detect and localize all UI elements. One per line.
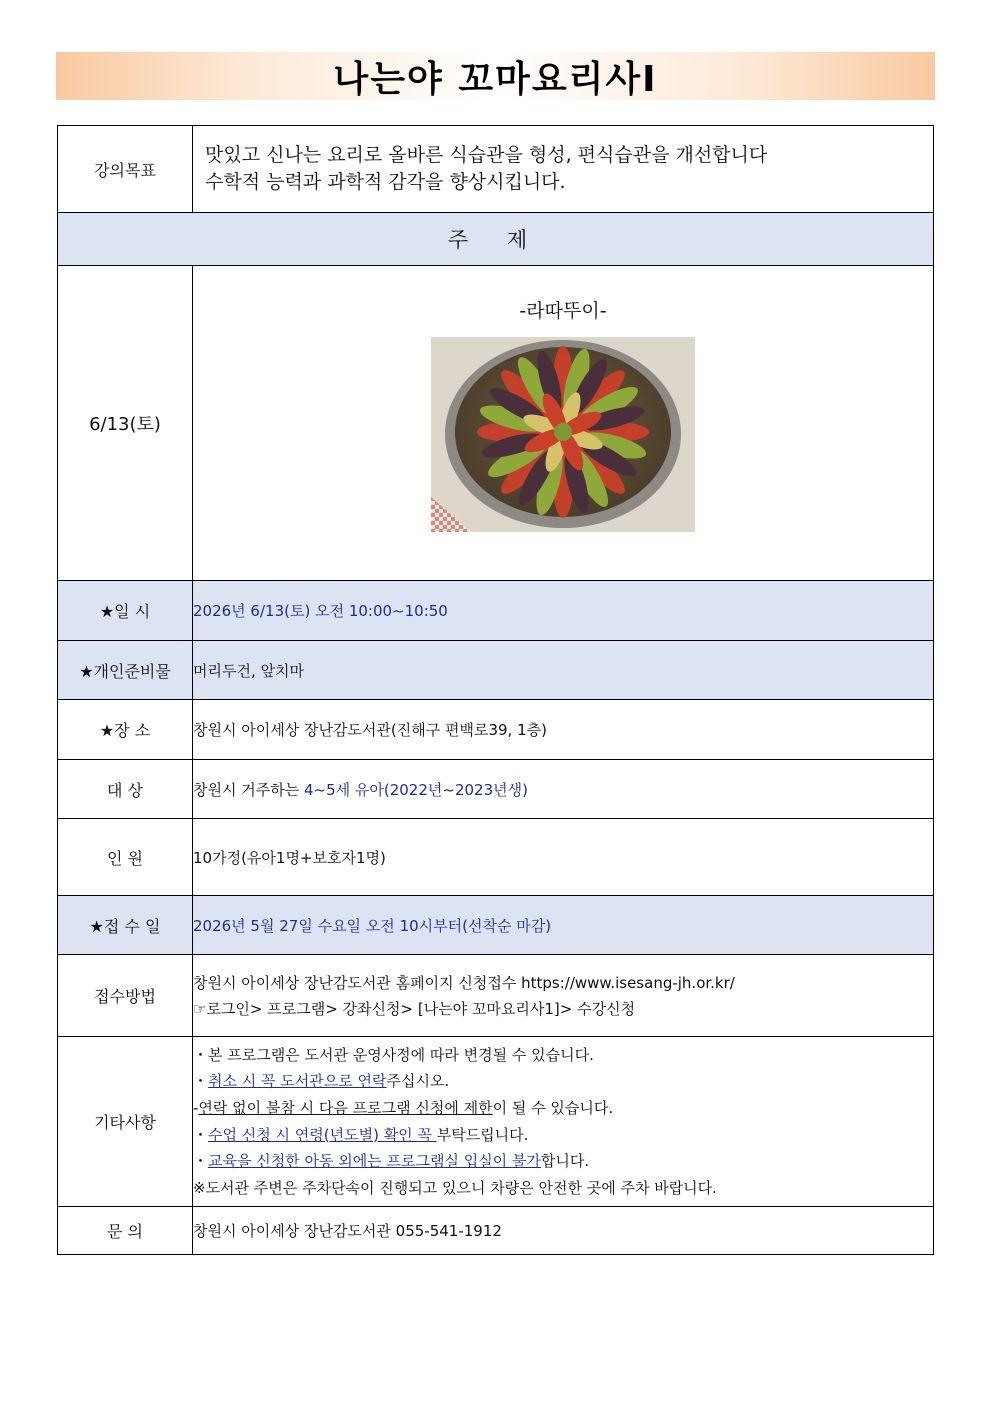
note-2-bullet: ・ — [193, 1072, 209, 1091]
target-label: 대 상 — [58, 760, 193, 819]
note-2-rest: 주십시오. — [386, 1072, 450, 1091]
notes-value — [193, 1037, 934, 1207]
note-3 — [193, 1095, 933, 1122]
method-row — [58, 955, 934, 1037]
subject-heading-row — [58, 213, 934, 266]
note-3-underlined: 연락 없이 불참 시 다음 프로그램 신청에 제한 — [198, 1098, 493, 1117]
note-4-highlight: 수업 신청 시 연령(년도별) 확인 꼭 — [208, 1125, 437, 1144]
program-info-table — [57, 125, 934, 1255]
note-3-prefix: - — [193, 1098, 199, 1117]
place-value: 창원시 아이세상 장난감도서관(진해구 편백로39, 1층) — [193, 700, 934, 760]
contact-label: 문 의 — [58, 1207, 193, 1255]
method-label: 접수방법 — [58, 955, 193, 1037]
supplies-label: ★개인준비물 — [58, 641, 193, 700]
target-row — [58, 760, 934, 819]
target-value — [193, 760, 934, 819]
notes-row — [58, 1037, 934, 1207]
datetime-label: ★일 시 — [58, 581, 193, 641]
goal-value — [193, 126, 934, 213]
note-5-rest: 합니다. — [540, 1152, 590, 1171]
subject-date: 6/13(토) — [58, 266, 193, 581]
note-4-rest: 부탁드립니다. — [436, 1125, 529, 1144]
capacity-row — [58, 819, 934, 896]
note-4 — [193, 1122, 933, 1149]
datetime-row — [58, 581, 934, 641]
note-3-rest: 이 될 수 있습니다. — [492, 1098, 614, 1117]
target-age: 4~5세 유아(2022년~2023년생) — [303, 780, 528, 799]
supplies-value: 머리두건, 앞치마 — [193, 641, 934, 700]
page-title: 나는야 꼬마요리사Ⅰ — [333, 58, 658, 100]
ratatouille-photo-icon — [431, 337, 695, 532]
note-5-bullet: ・ — [193, 1152, 209, 1171]
goal-row — [58, 126, 934, 213]
method-line-2: ☞로그인> 프로그램> 강좌신청> [나는야 꼬마요리사1]> 수강신청 — [193, 999, 636, 1018]
subject-content — [193, 266, 934, 581]
target-prefix: 창원시 거주하는 — [193, 780, 304, 799]
capacity-value: 10가정(유아1명+보호자1명) — [193, 819, 934, 896]
place-row — [58, 700, 934, 760]
ratatouille-illustration — [431, 337, 695, 532]
contact-value: 창원시 아이세상 장난감도서관 055-541-1912 — [193, 1207, 934, 1255]
note-2 — [193, 1068, 933, 1095]
capacity-label: 인 원 — [58, 819, 193, 896]
note-2-highlight: 취소 시 꼭 도서관으로 연락 — [208, 1072, 387, 1091]
supplies-row — [58, 641, 934, 700]
subject-heading: 주 제 — [58, 213, 934, 266]
place-label: ★장 소 — [58, 700, 193, 760]
title-banner — [56, 52, 935, 100]
note-1: ・본 프로그램은 도서관 운영사정에 따라 변경될 수 있습니다. — [193, 1045, 594, 1064]
goal-line-1: 맛있고 신나는 요리로 올바른 식습관을 형성, 편식습관을 개선합니다 — [205, 144, 768, 166]
subject-row — [58, 266, 934, 581]
method-value — [193, 955, 934, 1037]
contact-row — [58, 1207, 934, 1255]
method-line-1: 창원시 아이세상 장난감도서관 홈페이지 신청접수 https://www.isesang-jh.or.kr/ — [193, 973, 735, 992]
notes-label: 기타사항 — [58, 1037, 193, 1207]
datetime-value: 2026년 6/13(토) 오전 10:00~10:50 — [193, 581, 934, 641]
reception-date-row — [58, 896, 934, 955]
note-5 — [193, 1148, 933, 1175]
note-6: ※도서관 주변은 주차단속이 진행되고 있으니 차량은 안전한 곳에 주차 바랍니다. — [193, 1178, 717, 1197]
goal-label: 강의목표 — [58, 126, 193, 213]
note-5-highlight: 교육을 신청한 아동 외에는 프로그램실 입실이 불가 — [208, 1152, 541, 1171]
goal-line-2: 수학적 능력과 과학적 감각을 향상시킵니다. — [205, 171, 566, 193]
reception-date-label: ★접 수 일 — [58, 896, 193, 955]
reception-date-value: 2026년 5월 27일 수요일 오전 10시부터(선착순 마감) — [193, 896, 934, 955]
menu-name: -라따뚜이- — [519, 300, 607, 322]
note-4-bullet: ・ — [193, 1125, 209, 1144]
